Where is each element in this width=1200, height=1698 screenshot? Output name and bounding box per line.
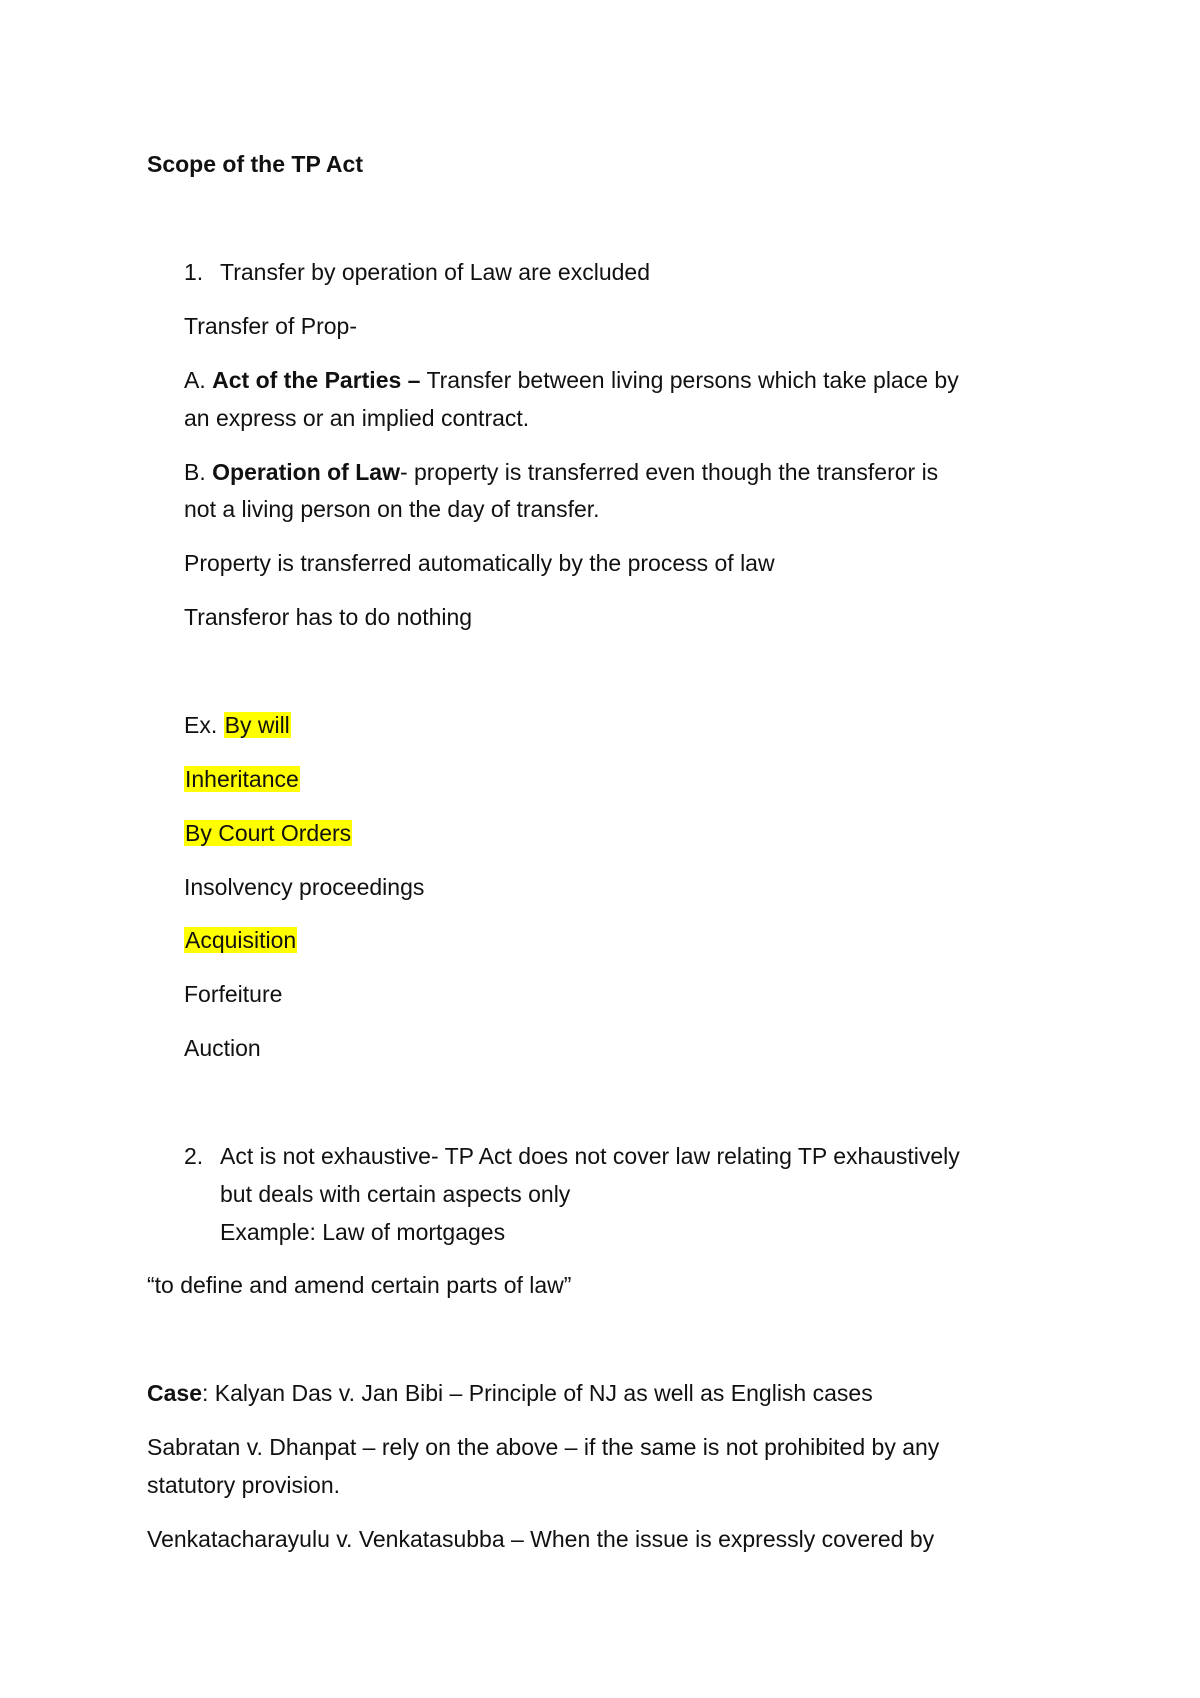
case-sabratan-line-2: statutory provision. bbox=[147, 1472, 341, 1498]
case-venkatacharayulu: Venkatacharayulu v. Venkatasubba – When the issue is expressly covered by bbox=[147, 1526, 935, 1552]
part-b-line-1 bbox=[184, 454, 938, 490]
list-item-1-text: Transfer by operation of Law are excluded bbox=[220, 259, 651, 285]
part-b-prefix: B. bbox=[184, 459, 213, 485]
part-a-text: Transfer between living persons which take place by bbox=[420, 367, 959, 393]
example-acquisition bbox=[184, 922, 297, 958]
part-b-bold-term: Operation of Law bbox=[212, 459, 400, 485]
part-a-prefix: A. bbox=[184, 367, 213, 393]
transferor-nothing-line: Transferor has to do nothing bbox=[184, 604, 473, 630]
example-inheritance bbox=[184, 761, 300, 797]
case-sabratan-line-1: Sabratan v. Dhanpat – rely on the above – if the same is not prohibited by any bbox=[147, 1434, 940, 1460]
list-item-1 bbox=[184, 254, 650, 290]
part-b-text: - property is transferred even though the transferor is bbox=[399, 459, 939, 485]
example-prefix: Ex. bbox=[184, 712, 224, 738]
list-number-2: 2. bbox=[184, 1143, 204, 1169]
list-item-2-line-2: but deals with certain aspects only bbox=[220, 1181, 571, 1207]
list-number-1: 1. bbox=[184, 259, 204, 285]
part-a-bold-term: Act of the Parties – bbox=[212, 367, 421, 393]
highlighted-court-orders: By Court Orders bbox=[185, 820, 352, 846]
example-forfeiture: Forfeiture bbox=[184, 981, 283, 1007]
highlighted-by-will: By will bbox=[224, 712, 290, 738]
list-item-2-text: Act is not exhaustive- TP Act does not cover law relating TP exhaustively bbox=[220, 1143, 960, 1169]
example-insolvency: Insolvency proceedings bbox=[184, 874, 425, 900]
highlighted-inheritance: Inheritance bbox=[185, 766, 299, 792]
part-a-line-2: an express or an implied contract. bbox=[184, 405, 530, 431]
example-auction: Auction bbox=[184, 1035, 261, 1061]
list-item-2-example: Example: Law of mortgages bbox=[220, 1219, 506, 1245]
case-label: Case bbox=[147, 1380, 202, 1406]
highlighted-acquisition: Acquisition bbox=[185, 927, 297, 953]
automatic-transfer-line: Property is transferred automatically by the process of law bbox=[184, 550, 775, 576]
example-court-orders bbox=[184, 815, 352, 851]
case-kalyan-das-text: : Kalyan Das v. Jan Bibi – Principle of NJ as well as English cases bbox=[201, 1380, 873, 1406]
part-b-line-2: not a living person on the day of transfer. bbox=[184, 496, 600, 522]
case-kalyan-das bbox=[147, 1375, 873, 1411]
transfer-of-prop-heading: Transfer of Prop- bbox=[184, 313, 357, 339]
part-a-line-1 bbox=[184, 362, 959, 398]
list-item-2 bbox=[184, 1138, 960, 1174]
example-by-will bbox=[184, 707, 291, 743]
quote-line: “to define and amend certain parts of law” bbox=[147, 1272, 572, 1298]
page-title: Scope of the TP Act bbox=[147, 151, 363, 177]
